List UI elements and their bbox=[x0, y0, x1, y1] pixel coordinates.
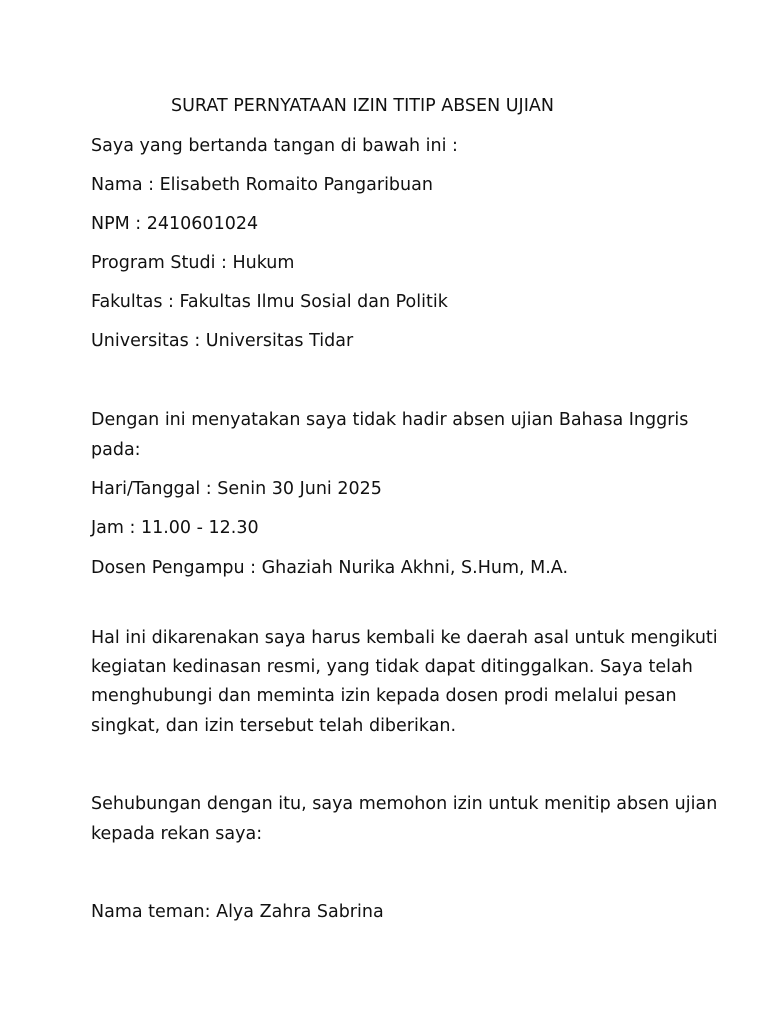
statement-line-1: Dengan ini menyatakan saya tidak hadir absen ujian Bahasa Inggris bbox=[91, 410, 689, 430]
document-title: SURAT PERNYATAAN IZIN TITIP ABSEN UJIAN bbox=[171, 96, 554, 116]
request-line-2: kepada rekan saya: bbox=[91, 824, 263, 844]
reason-line-2: kegiatan kedinasan resmi, yang tidak dapat ditinggalkan. Saya telah bbox=[91, 657, 693, 677]
reason-line-4: singkat, dan izin tersebut telah diberikan. bbox=[91, 716, 457, 736]
jam-line: Jam : 11.00 - 12.30 bbox=[91, 518, 259, 538]
reason-line-3: menghubungi dan meminta izin kepada dosen prodi melalui pesan bbox=[91, 686, 677, 706]
program-studi-line: Program Studi : Hukum bbox=[91, 253, 295, 273]
reason-line-1: Hal ini dikarenakan saya harus kembali ke daerah asal untuk mengikuti bbox=[91, 628, 718, 648]
intro-line: Saya yang bertanda tangan di bawah ini : bbox=[91, 136, 458, 156]
hari-tanggal-line: Hari/Tanggal : Senin 30 Juni 2025 bbox=[91, 479, 382, 499]
universitas-line: Universitas : Universitas Tidar bbox=[91, 331, 354, 351]
dosen-line: Dosen Pengampu : Ghaziah Nurika Akhni, S.Hum, M.A. bbox=[91, 558, 569, 578]
statement-line-2: pada: bbox=[91, 440, 141, 460]
nama-line: Nama : Elisabeth Romaito Pangaribuan bbox=[91, 175, 433, 195]
fakultas-line: Fakultas : Fakultas Ilmu Sosial dan Politik bbox=[91, 292, 448, 312]
request-line-1: Sehubungan dengan itu, saya memohon izin untuk menitip absen ujian bbox=[91, 794, 718, 814]
npm-line: NPM : 2410601024 bbox=[91, 214, 259, 234]
nama-teman-line: Nama teman: Alya Zahra Sabrina bbox=[91, 902, 384, 922]
